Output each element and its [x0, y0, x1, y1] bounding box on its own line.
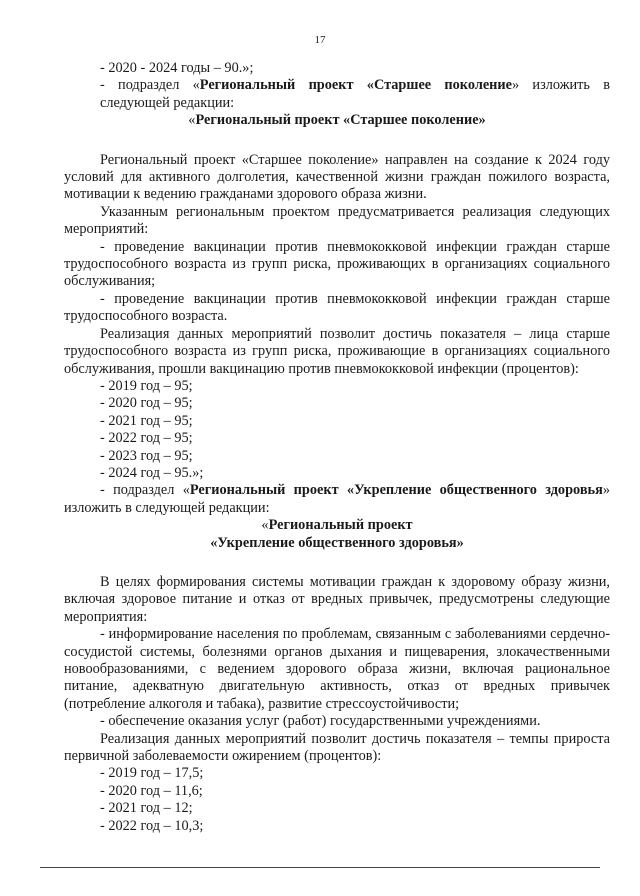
paragraph: Реализация данных мероприятий позволит достичь показателя – лица старше трудоспособного возраста из групп риска, проживающие в организациях социального обслуживания, прошли вакцинацию против пневмококковой инфекции (процентов): [64, 325, 610, 377]
section-heading-public-health-line2 [64, 535, 610, 552]
year-item: - 2021 год – 95; [100, 412, 193, 429]
year-item: - 2020 год – 95; [100, 395, 193, 412]
instruction-prefix: - подраздел « [100, 482, 190, 499]
section-heading-public-health-line1 [64, 517, 610, 534]
year-item: - 2022 год – 95; [100, 430, 193, 447]
list-item: - проведение вакцинации против пневмококковой инфекции граждан старше трудоспособного возраста из групп риска, проживающих в организациях социального обслуживания; [64, 238, 610, 290]
heading-open-quote: « [261, 517, 269, 534]
instruction-suffix: » изложить в следующей редакции: [100, 77, 610, 111]
heading-open-quote: « [188, 112, 196, 129]
paragraph: Региональный проект «Старшее поколение» направлен на создание к 2024 году условий для активного долголетия, качественной жизни граждан пожилого возраста, мотивации к ведению гражданами здорового образа жизни. [64, 151, 610, 203]
subsection-instruction-2 [64, 482, 610, 517]
previous-list-item: - 2020 - 2024 годы – 90.»; [100, 60, 254, 76]
instruction-project-name: Региональный проект «Укрепление общественного здоровья [189, 482, 603, 499]
paragraph: Реализация данных мероприятий позволит достичь показателя – темпы прироста первичной заболеваемости ожирением (процентов): [64, 730, 610, 765]
year-item: - 2024 год – 95.»; [100, 464, 204, 481]
list-item: - проведение вакцинации против пневмококковой инфекции граждан старше трудоспособного возраста. [64, 290, 610, 325]
year-item: - 2019 год – 95; [100, 377, 193, 394]
year-item: - 2019 год – 17,5; [100, 765, 204, 782]
instruction-prefix: - подраздел « [100, 77, 200, 94]
document-body [64, 60, 610, 835]
heading-text: Региональный проект [268, 517, 413, 534]
list-item: - информирование населения по проблемам, связанным с заболеваниями сердечно-сосудистой системы, болезнями органов дыхания и пищеварения, злокачественными новообразованиями, с ведением здорового образа жизни, включая рациональное питание, адекватную двигательную активность, отказ от вредных привычек (потребление алкоголя и табака), развитие стрессоустойчивости; [64, 626, 610, 712]
page-number: 17 [314, 34, 326, 46]
instruction-suffix: » изложить в следующей редакции: [64, 482, 610, 516]
subsection-instruction-1 [64, 77, 610, 112]
instruction-project-name: Региональный проект «Старшее поколение [199, 77, 512, 94]
heading-text: «Укрепление общественного здоровья» [210, 534, 464, 551]
paragraph: Указанным региональным проектом предусматривается реализация следующих мероприятий: [64, 203, 610, 238]
footer-rule [40, 867, 600, 868]
section-heading-older-generation [64, 112, 610, 129]
year-item: - 2021 год – 12; [100, 800, 193, 817]
year-item: - 2020 год – 11,6; [100, 782, 203, 799]
list-item: - обеспечение оказания услуг (работ) государственными учреждениями. [100, 713, 541, 730]
year-item: - 2023 год – 95; [100, 447, 193, 464]
paragraph: В целях формирования системы мотивации граждан к здоровому образу жизни, включая здоровое питание и отказ от вредных привычек, предусмотрены следующие мероприятия: [64, 573, 610, 625]
year-item: - 2022 год – 10,3; [100, 817, 204, 834]
heading-text: Региональный проект «Старшее поколение» [195, 112, 486, 129]
